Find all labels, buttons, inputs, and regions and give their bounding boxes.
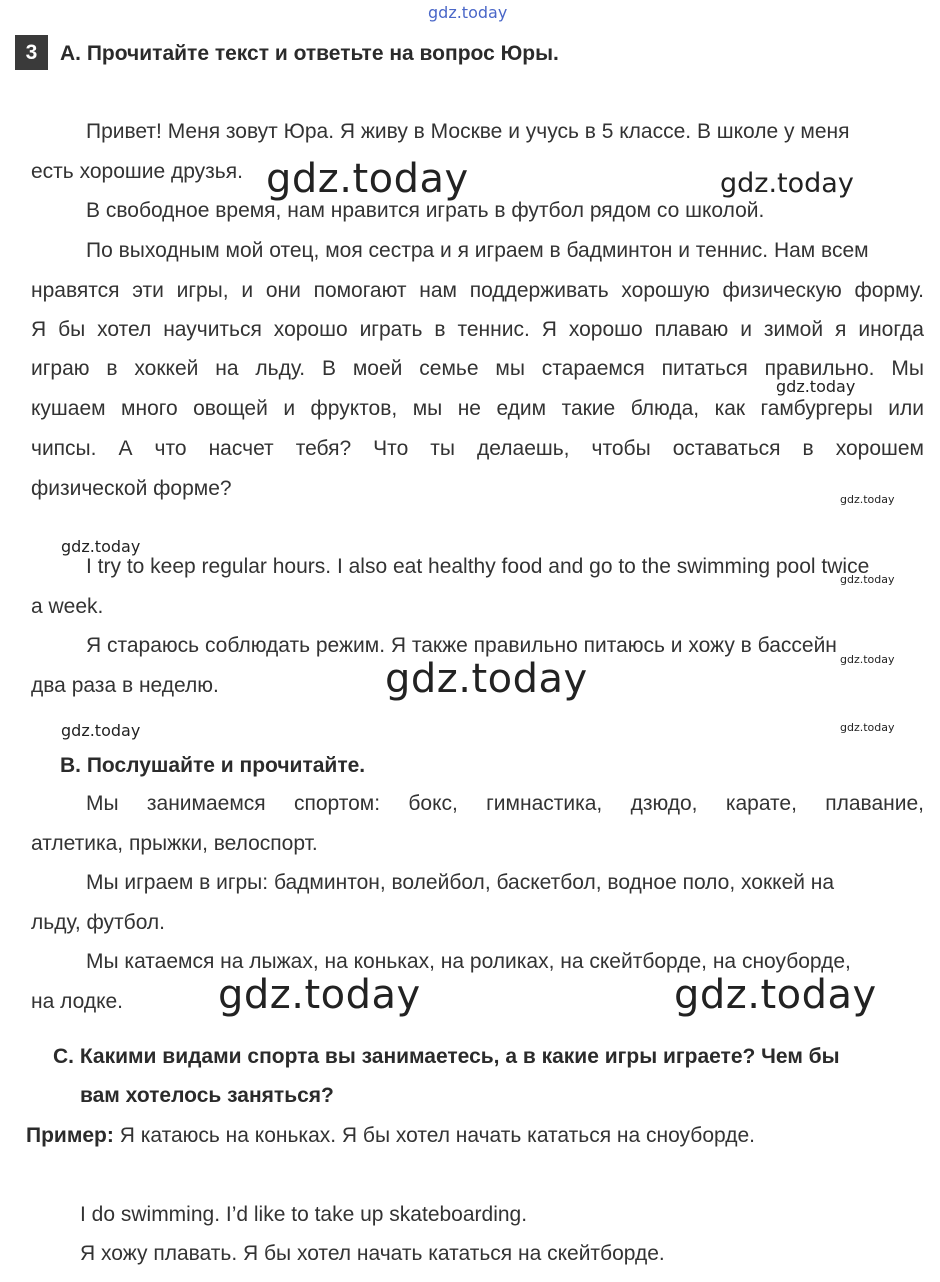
watermark-overlay: gdz.today (61, 721, 141, 740)
section-b-line: атлетика, прыжки, велоспорт. (31, 832, 318, 855)
section-a-line: По выходным мой отец, моя сестра и я играем в бадминтон и теннис. Нам всем (86, 239, 869, 262)
watermark-overlay: gdz.today (674, 972, 877, 1018)
section-a-line: Привет! Меня зовут Юра. Я живу в Москве и учусь в 5 классе. В школе у меня (86, 120, 850, 143)
section-c-heading-cont: вам хотелось заняться? (80, 1084, 334, 1107)
answer-ru-line: Я стараюсь соблюдать режим. Я также правильно питаюсь и хожу в бассейн (86, 634, 837, 657)
section-b-line: Мы катаемся на лыжах, на коньках, на роликах, на скейтборде, на сноуборде, (86, 950, 851, 973)
section-a-line: чипсы. А что насчет тебя? Что ты делаешь, чтобы оставаться в хорошем (31, 437, 924, 460)
section-a-line: играю в хоккей на льду. В моей семье мы стараемся питаться правильно. Мы (31, 357, 924, 380)
watermark-overlay: gdz.today (840, 721, 895, 734)
watermark-overlay: gdz.today (840, 653, 895, 666)
watermark-overlay: gdz.today (266, 156, 469, 202)
section-b-line: Мы занимаемся спортом: бокс, гимнастика, дзюдо, карате, плавание, (86, 792, 924, 815)
section-a-heading: А. Прочитайте текст и ответьте на вопрос Юры. (60, 42, 559, 65)
exercise-number-badge: 3 (15, 35, 48, 70)
watermark-overlay: gdz.today (840, 493, 895, 506)
answer-c-ru: Я хожу плавать. Я бы хотел начать кататься на скейтборде. (80, 1242, 665, 1265)
answer-c-en: I do swimming. I’d like to take up skateboarding. (80, 1203, 528, 1226)
watermark-overlay: gdz.today (61, 537, 141, 556)
section-a-line: физической форме? (31, 477, 232, 500)
section-a-line: В свободное время, нам нравится играть в футбол рядом со школой. (86, 199, 765, 222)
section-c-heading: С. Какими видами спорта вы занимаетесь, а в какие игры играете? Чем бы (53, 1045, 840, 1068)
section-b-line: на лодке. (31, 990, 124, 1013)
watermark-overlay: gdz.today (776, 377, 856, 396)
answer-ru-line: два раза в неделю. (31, 674, 219, 697)
watermark-overlay: gdz.today (218, 972, 421, 1018)
section-b-line: Мы играем в игры: бадминтон, волейбол, баскетбол, водное поло, хоккей на (86, 871, 835, 894)
watermark-top: gdz.today (428, 3, 508, 22)
example-label: Пример: (26, 1124, 114, 1147)
watermark-overlay: gdz.today (720, 168, 854, 199)
example-line (26, 1124, 755, 1148)
section-b-heading: B. Послушайте и прочитайте. (60, 754, 366, 777)
example-text: Я катаюсь на коньках. Я бы хотел начать кататься на сноуборде. (113, 1124, 755, 1147)
section-a-line: кушаем много овощей и фруктов, мы не едим такие блюда, как гамбургеры или (31, 397, 924, 420)
answer-en-line: a week. (31, 595, 104, 618)
section-a-line: нравятся эти игры, и они помогают нам поддерживать хорошую физическую форму. (31, 279, 924, 302)
watermark-overlay: gdz.today (840, 573, 895, 586)
watermark-overlay: gdz.today (385, 656, 588, 702)
answer-en-line: I try to keep regular hours. I also eat healthy food and go to the swimming pool twice (86, 555, 870, 578)
section-b-line: льду, футбол. (31, 911, 166, 934)
section-a-line: Я бы хотел научиться хорошо играть в теннис. Я хорошо плаваю и зимой я иногда (31, 318, 924, 341)
section-a-line: есть хорошие друзья. (31, 160, 243, 183)
